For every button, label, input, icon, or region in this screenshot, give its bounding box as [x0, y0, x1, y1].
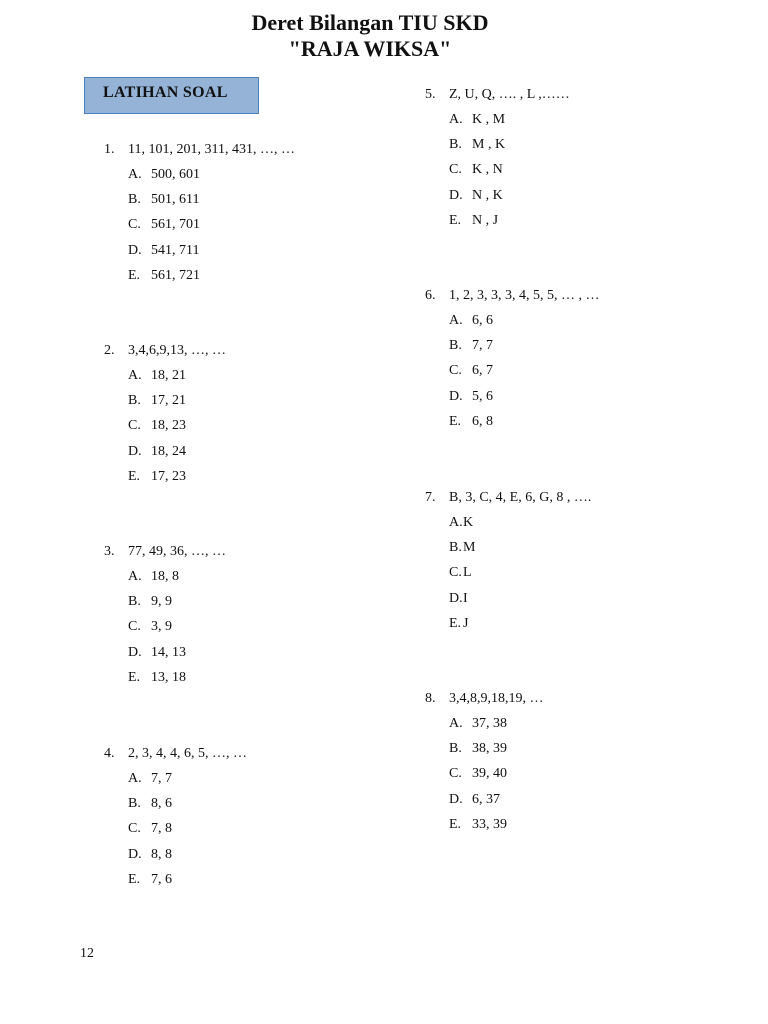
page-number: 12: [80, 946, 94, 961]
option-e: E. N , J: [449, 212, 499, 228]
option-a: A. 18, 21: [128, 368, 186, 383]
question-text: B, 3, C, 4, E, 6, G, 8 , ….: [449, 490, 592, 505]
option-b: B. 7, 7: [449, 338, 493, 354]
option-a: A. 500, 601: [128, 167, 200, 182]
section-label-box: LATIHAN SOAL: [84, 77, 259, 114]
option-a: A.K: [449, 515, 474, 530]
question-5: [425, 82, 570, 233]
option-d: D. 6, 37: [449, 791, 500, 807]
option-a: A. 7, 7: [128, 771, 172, 786]
question-text: 3,4,8,9,18,19, …: [449, 691, 544, 706]
question-8: [425, 686, 544, 837]
option-e: E. 6, 8: [449, 413, 493, 429]
question-2: [104, 338, 226, 489]
option-b: B.M: [449, 540, 476, 556]
option-a: A. 37, 38: [449, 716, 507, 731]
option-a: A. 6, 6: [449, 313, 493, 328]
question-number: 8.: [425, 691, 436, 706]
option-d: D. 8, 8: [128, 846, 172, 862]
option-d: D. 14, 13: [128, 644, 186, 660]
option-e: E. 33, 39: [449, 816, 507, 832]
question-text: 3,4,6,9,13, …, …: [128, 343, 226, 358]
question-number: 3.: [104, 544, 115, 559]
option-b: B. 501, 611: [128, 192, 200, 208]
question-4: [104, 741, 247, 892]
document-subtitle: "RAJA WIKSA": [288, 36, 452, 61]
question-7: [425, 485, 591, 636]
option-e: E. 13, 18: [128, 669, 186, 685]
question-number: 2.: [104, 343, 115, 358]
option-a: A. K , M: [449, 112, 506, 127]
question-3: [104, 539, 226, 690]
question-1: [104, 137, 295, 288]
question-number: 7.: [425, 490, 436, 505]
option-e: E. 7, 6: [128, 871, 172, 887]
option-d: D.I: [449, 590, 468, 606]
question-text: 1, 2, 3, 3, 3, 4, 5, 5, … , …: [449, 288, 600, 303]
question-number: 4.: [104, 746, 115, 761]
question-text: 11, 101, 201, 311, 431, …, …: [128, 142, 295, 157]
option-b: B. 9, 9: [128, 594, 172, 610]
option-c: C.L: [449, 565, 472, 581]
option-e: E. J: [449, 615, 469, 631]
option-b: B. 17, 21: [128, 393, 186, 409]
option-b: B. 38, 39: [449, 741, 507, 757]
option-d: D. N , K: [449, 187, 503, 203]
option-d: D. 541, 711: [128, 242, 200, 258]
question-text: 77, 49, 36, …, …: [128, 544, 226, 559]
option-c: C. 6, 7: [449, 363, 493, 379]
question-text: Z, U, Q, …. , L ,……: [449, 87, 570, 102]
question-number: 1.: [104, 142, 115, 157]
option-c: C. 7, 8: [128, 821, 172, 837]
option-c: C. 3, 9: [128, 619, 172, 635]
question-number: 5.: [425, 87, 436, 102]
option-b: B. 8, 6: [128, 796, 172, 812]
option-c: C. 18, 23: [128, 418, 186, 434]
option-e: E. 561, 721: [128, 267, 200, 283]
question-6: [425, 283, 600, 434]
option-a: A. 18, 8: [128, 569, 179, 584]
question-text: 2, 3, 4, 4, 6, 5, …, …: [128, 746, 247, 761]
option-c: C. 39, 40: [449, 766, 507, 782]
question-number: 6.: [425, 288, 436, 303]
option-d: D. 5, 6: [449, 388, 493, 404]
option-d: D. 18, 24: [128, 443, 186, 459]
option-e: E. 17, 23: [128, 468, 186, 484]
option-b: B. M , K: [449, 137, 506, 153]
option-c: C. 561, 701: [128, 217, 200, 233]
option-c: C. K , N: [449, 162, 503, 178]
document-title: Deret Bilangan TIU SKD: [251, 10, 489, 35]
